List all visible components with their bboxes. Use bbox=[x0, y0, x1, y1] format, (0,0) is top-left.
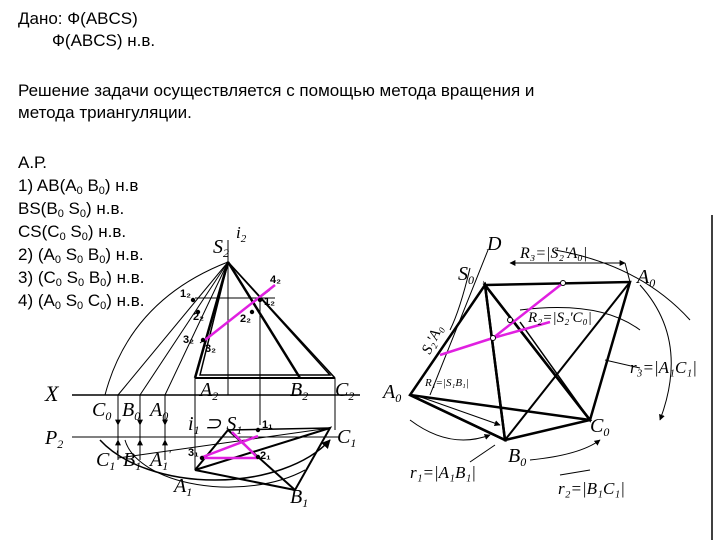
label-axis-x: X bbox=[45, 381, 59, 406]
triangle-s0-a0-c0 bbox=[485, 282, 630, 420]
point-3-2 bbox=[201, 338, 205, 342]
point-3-1 bbox=[200, 456, 204, 460]
label-r2-big: R₂=|S₂'C₀| bbox=[528, 310, 592, 326]
step-4: 4) ($A_0$ $S_0$ $C_0$) н.в. bbox=[18, 291, 145, 312]
description-line-1: Решение задачи осуществляется с помощью метода вращения и bbox=[18, 81, 535, 100]
label-c1-prime: $C_1'$ bbox=[96, 447, 118, 473]
label-i2: $i_2$ bbox=[236, 223, 247, 245]
dim-r1-line bbox=[415, 395, 500, 425]
hw-label-4-2: 4₂ bbox=[270, 274, 282, 286]
step-1: 1) $AB(A_0$ $B_0$) н.в bbox=[18, 176, 139, 197]
arc-r1 bbox=[410, 420, 490, 440]
label-i1-s1: $i_1$ ⊃ $S_1$ bbox=[188, 413, 243, 437]
label-a0: $A_0$ bbox=[150, 399, 169, 423]
s2-b2-edge bbox=[228, 262, 300, 378]
label-s-a0-rotated: S₂'A₀ bbox=[419, 322, 447, 357]
label-b1: $B_1$ bbox=[290, 486, 309, 510]
label-c0-right: $C_0$ bbox=[590, 415, 610, 439]
description-line-2: метода триангуляции. bbox=[18, 103, 192, 122]
right-labels bbox=[381, 233, 697, 498]
point-1-2 bbox=[191, 298, 195, 302]
leader-r2 bbox=[560, 470, 590, 475]
label-c0: $C_0$ bbox=[92, 399, 112, 423]
point-right-3 bbox=[508, 318, 513, 323]
label-p2: $P_2$ bbox=[45, 427, 64, 451]
hw-label-3-2b: 3₂ bbox=[205, 343, 217, 355]
label-s0: $S_0$ bbox=[458, 263, 474, 287]
label-b0: $B_0$ bbox=[122, 399, 141, 423]
steps-title: А.Р. bbox=[18, 153, 47, 172]
label-r3-big: R₃=|S₂'A₀| bbox=[520, 245, 588, 262]
arc-r2 bbox=[530, 440, 600, 460]
label-r1-big: R₁=|S₁B₁| bbox=[425, 377, 469, 389]
label-b1-prime: $B_1$ bbox=[123, 449, 142, 473]
label-c1: $C_1$ bbox=[337, 426, 357, 450]
leader-r1 bbox=[470, 445, 495, 462]
label-b0-right: $B_0$ bbox=[508, 445, 527, 469]
label-a2: $A_2$ bbox=[200, 379, 219, 403]
label-r2-small: r₂=|B₁C₁| bbox=[558, 479, 625, 498]
hw-label-2-1: 2₁ bbox=[260, 450, 271, 462]
point-right-1 bbox=[561, 281, 566, 286]
point-right-2 bbox=[491, 336, 496, 341]
label-d: D bbox=[487, 233, 502, 255]
step-1b: $BS(B_0$ $S_0$) н.в. bbox=[18, 199, 125, 220]
label-a0-right: $A_0$ bbox=[637, 266, 656, 290]
label-r1-small: r₁=|A₁B₁| bbox=[410, 463, 476, 482]
hw-label-2-2b: 2₂ bbox=[240, 313, 252, 325]
hw-label-1-2: 1₂ bbox=[180, 288, 192, 300]
label-b2: $B_2$ bbox=[290, 379, 309, 403]
arc-r3-outer bbox=[640, 285, 671, 420]
given-line-2: Ф(ABCS) н.в. bbox=[52, 31, 156, 50]
left-labels bbox=[44, 223, 356, 510]
hw-label-2-2: 2₂ bbox=[193, 311, 205, 323]
step-1c: $CS(C_0$ $S_0$) н.в. bbox=[18, 222, 127, 243]
step-2: 2) ($A_0$ $S_0$ $B_0$) н.в. bbox=[18, 245, 144, 266]
point-1-1 bbox=[256, 428, 260, 432]
label-a1-prime: $A_1'$ bbox=[150, 447, 171, 473]
label-r3-small: r₃=|A₁C₁| bbox=[630, 358, 697, 377]
hw-label-3-1: 3₁ bbox=[188, 447, 199, 459]
label-s2: $S_2$ bbox=[213, 236, 229, 260]
edge-a0right-c0-inner bbox=[520, 322, 590, 420]
hw-label-1-1: 1₁ bbox=[262, 419, 273, 431]
hw-label-3-2: 3₂ bbox=[183, 334, 195, 346]
label-a1: $A_1$ bbox=[174, 475, 193, 499]
hw-label-1-2b: 1₂ bbox=[264, 296, 276, 308]
given-line-1: Дано: Ф(ABCS) bbox=[18, 9, 138, 28]
magenta-line-left-2 bbox=[200, 436, 258, 458]
point-1-2b bbox=[258, 298, 262, 302]
label-a0-left: $A_0$ bbox=[383, 381, 402, 405]
label-c2: $C_2$ bbox=[335, 379, 355, 403]
step-3: 3) ($C_0$ $S_0$ $B_0$) н.в. bbox=[18, 268, 145, 289]
